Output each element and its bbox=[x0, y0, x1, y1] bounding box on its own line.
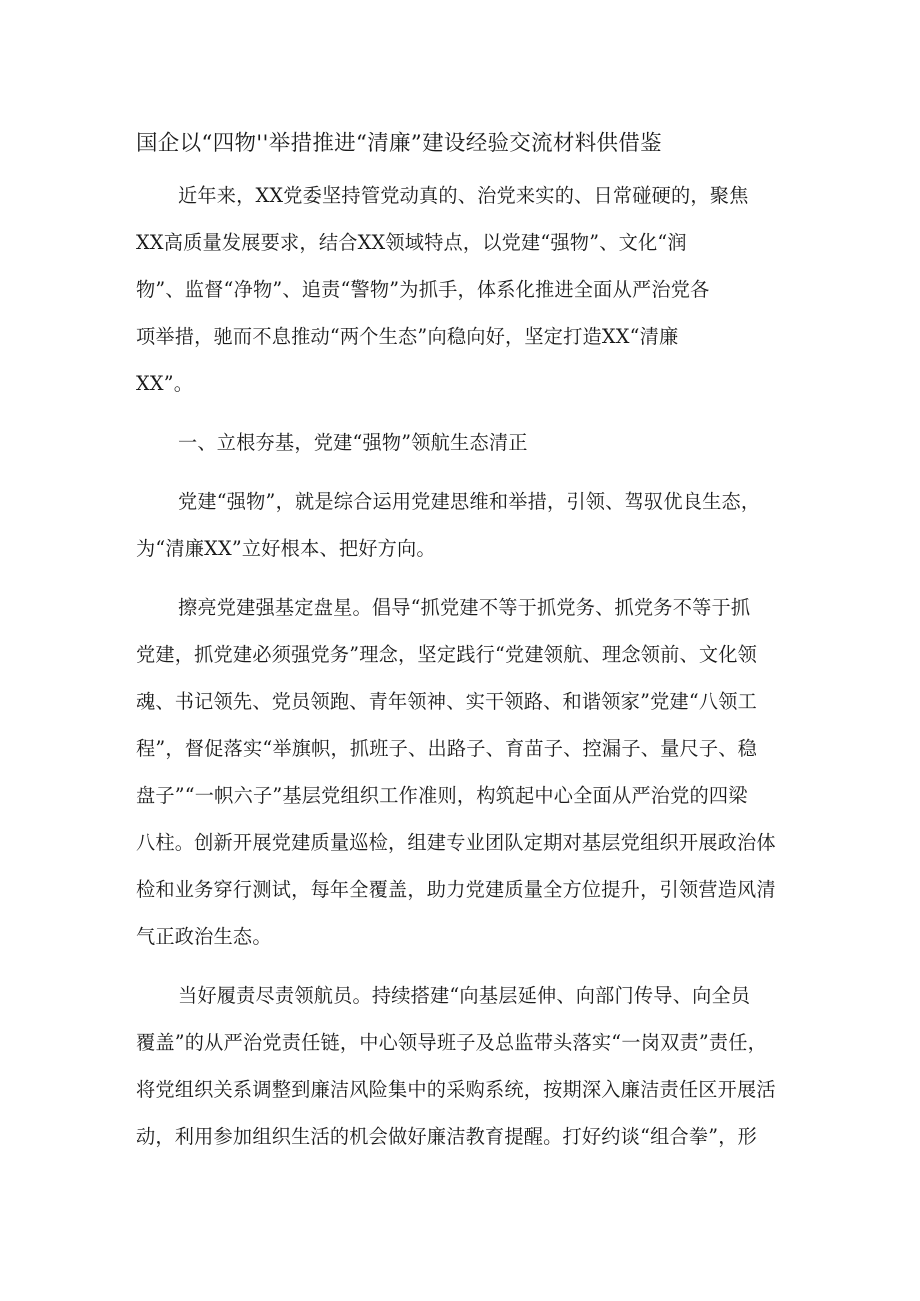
paragraph-4-line-2: 覆盖”的从严治党责任链，中心领导班子及总监带头落实“一岗双责”责任， bbox=[136, 1031, 768, 1054]
document-title: 国企以“四物''举措推进“清廉”建设经验交流材料供借鉴 bbox=[136, 131, 662, 156]
paragraph-4-line-1: 当好履责尽责领航员。持续搭建“向基层延伸、向部门传导、向全员 bbox=[178, 984, 751, 1007]
paragraph-2-line-2: 为“清廉XX”立好根本、把好方向。 bbox=[136, 537, 436, 560]
paragraph-1-line-3: 物”、监督“净物”、追责“警物”为抓手，体系化推进全面从严治党各 bbox=[136, 278, 710, 301]
paragraph-3-line-1: 擦亮党建强基定盘星。倡导“抓党建不等于抓党务、抓党务不等于抓 bbox=[178, 596, 751, 619]
paragraph-1-line-5: XX”。 bbox=[136, 372, 194, 395]
paragraph-2-line-1: 党建“强物”，就是综合运用党建思维和举措，引领、驾驭优良生态， bbox=[178, 490, 761, 513]
paragraph-3-line-6: 八柱。创新开展党建质量巡检，组建专业团队定期对基层党组织开展政治体 bbox=[136, 831, 776, 854]
paragraph-3-line-3: 魂、书记领先、党员领跑、青年领神、实干领路、和谐领家”党建“八领工 bbox=[136, 690, 758, 713]
paragraph-1-line-1: 近年来，XX党委坚持管党动真的、治党来实的、日常碰硬的，聚焦 bbox=[178, 184, 749, 207]
paragraph-3-line-4: 程”，督促落实“举旗帜，抓班子、出路子、育苗子、控漏子、量尺子、稳 bbox=[136, 737, 758, 760]
paragraph-1-line-4: 项举措，驰而不息推动“两个生态”向稳向好，坚定打造XX“清廉 bbox=[136, 325, 679, 348]
paragraph-3-line-8: 气正政治生态。 bbox=[136, 925, 272, 948]
paragraph-3-line-2: 党建，抓党建必须强党务”理念，坚定践行“党建领航、理念领前、文化领 bbox=[136, 643, 758, 666]
paragraph-3-line-5: 盘子”“一帜六子”基层党组织工作准则，构筑起中心全面从严治党的四梁 bbox=[136, 784, 748, 807]
paragraph-1-line-2: XX高质量发展要求，结合XX领域特点，以党建“强物”、文化“润 bbox=[136, 231, 687, 254]
paragraph-3-line-7: 检和业务穿行测试，每年全覆盖，助力党建质量全方位提升，引领营造风清 bbox=[136, 878, 776, 901]
paragraph-4-line-3: 将党组织关系调整到廉洁风险集中的采购系统，按期深入廉洁责任区开展活 bbox=[136, 1078, 776, 1101]
section-heading-1: 一、立根夯基，党建“强物”领航生态清正 bbox=[178, 431, 528, 454]
paragraph-4-line-4: 动，利用参加组织生活的机会做好廉洁教育提醒。打好约谈“组合拳”，形 bbox=[136, 1125, 758, 1148]
